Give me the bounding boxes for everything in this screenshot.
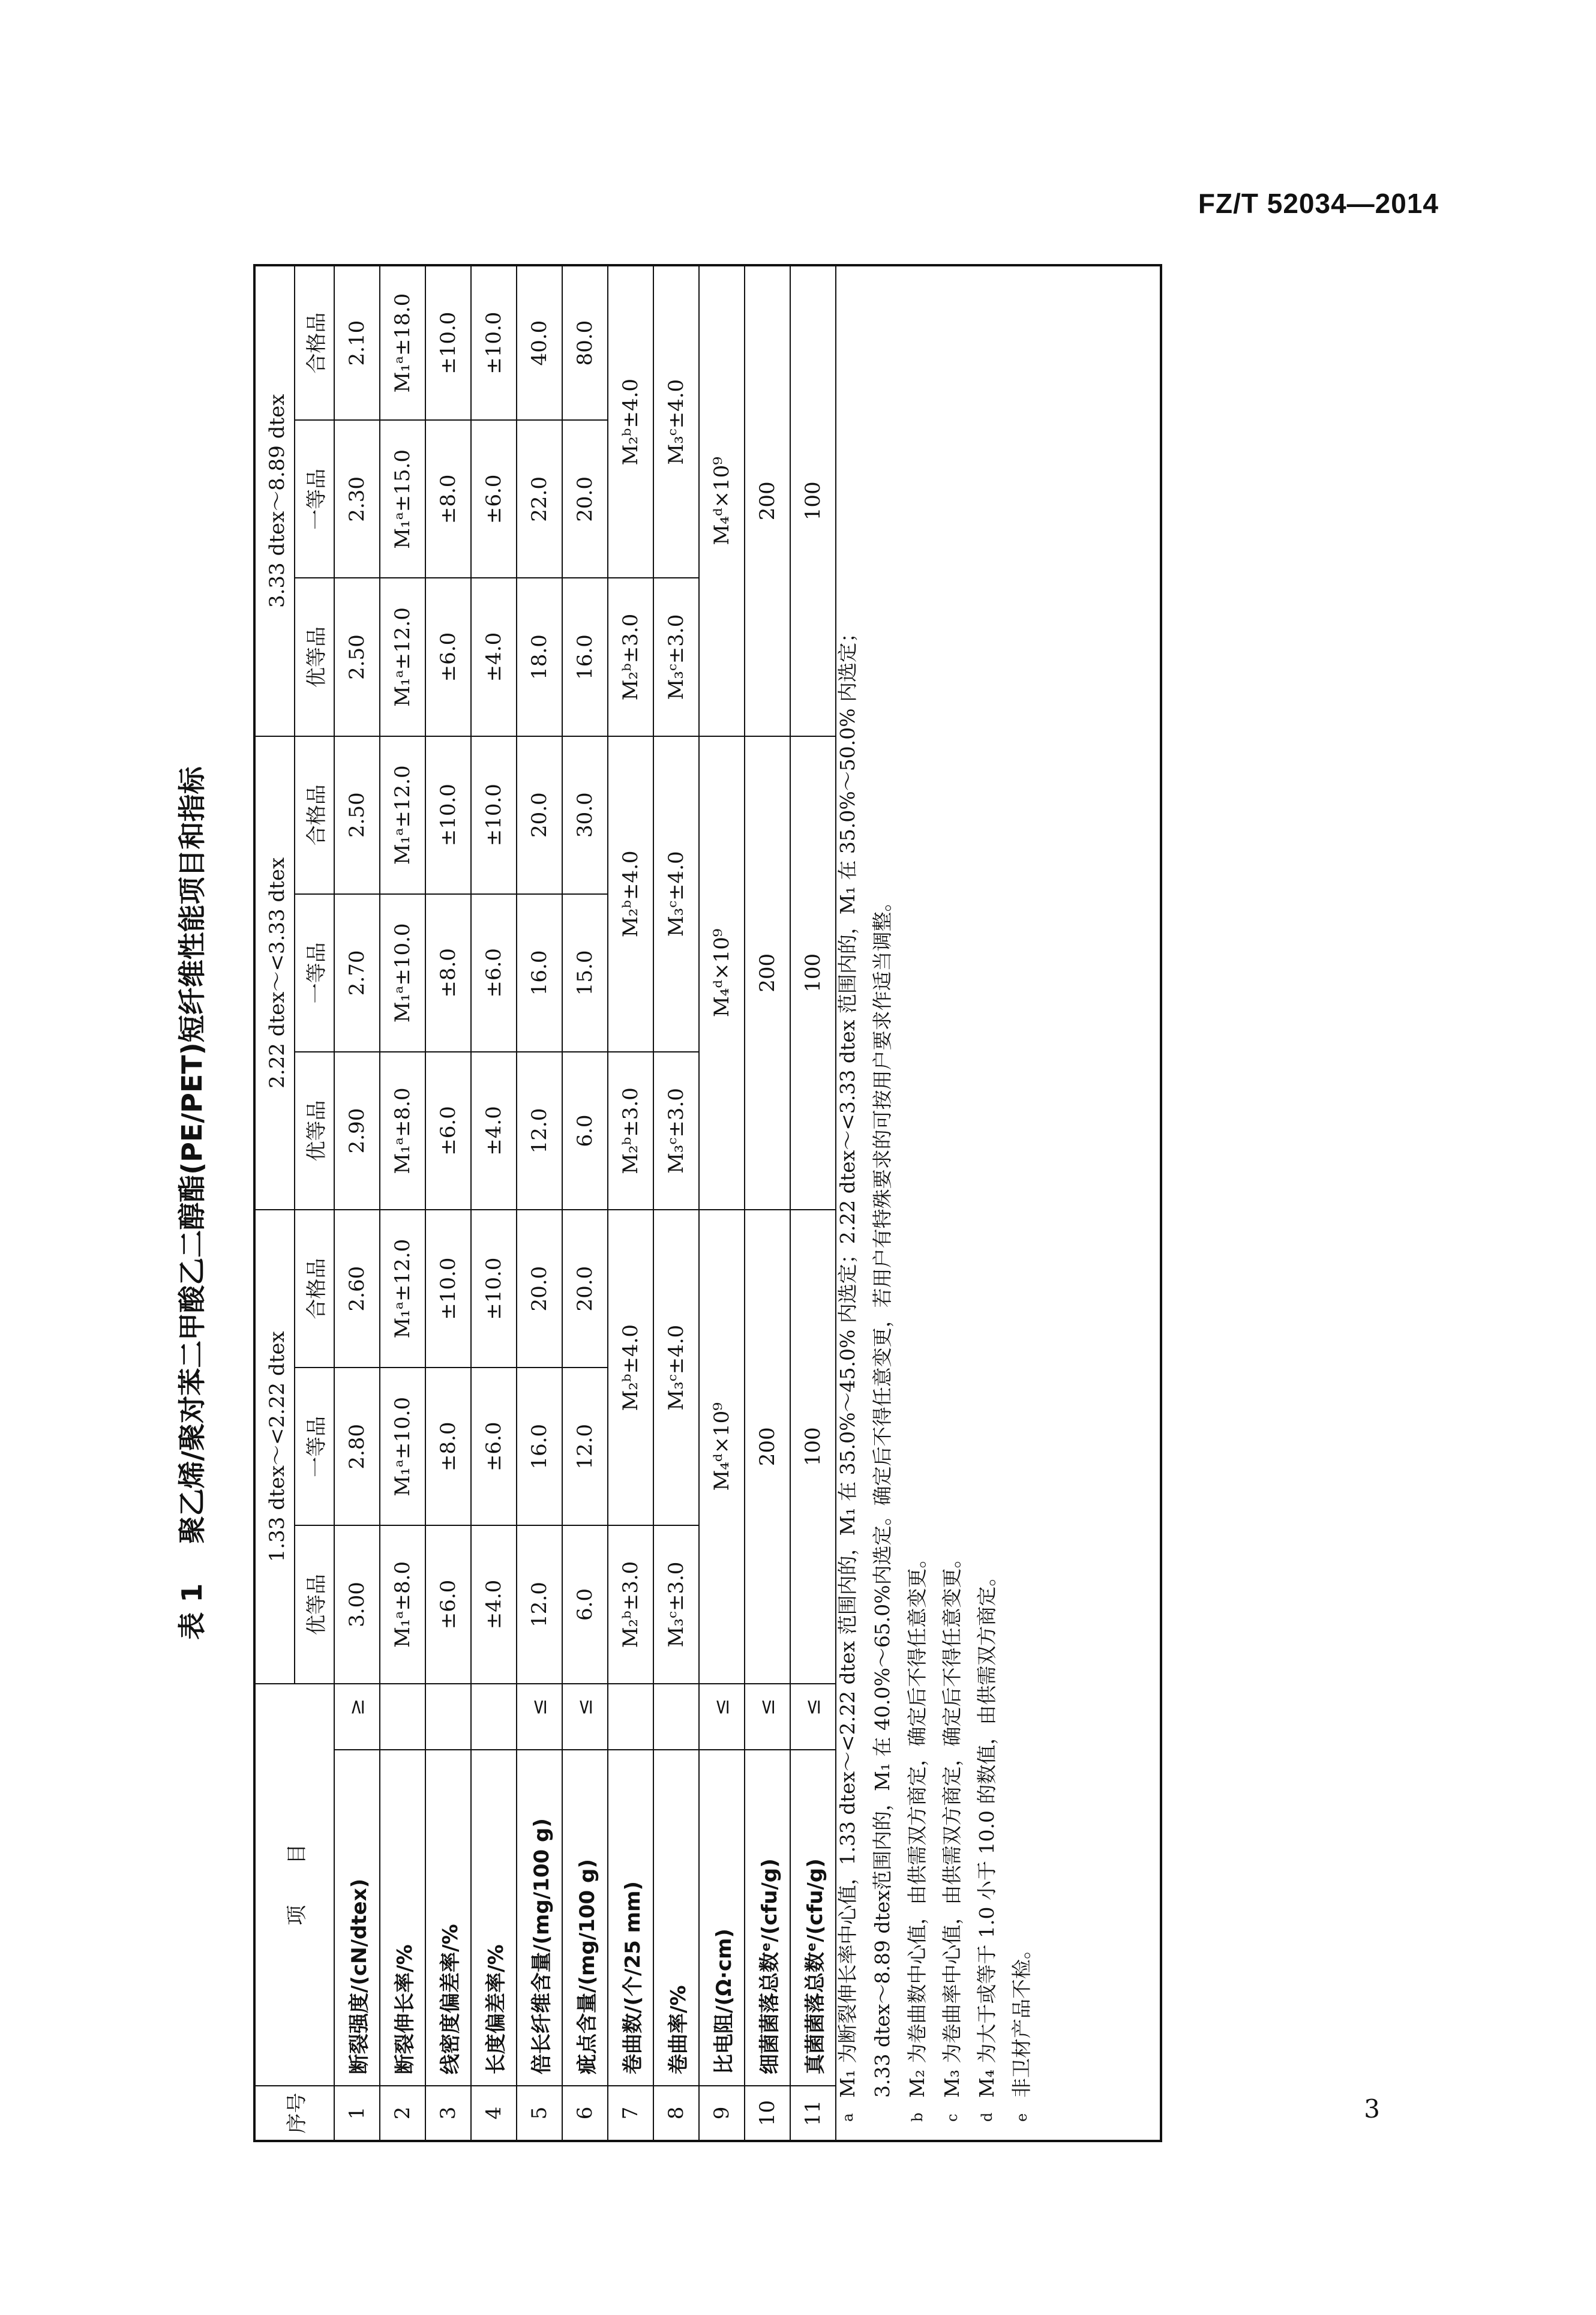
cell: 2.50 [334,736,380,894]
header-grade: 合格品 [295,736,334,894]
header-grade: 优等品 [295,1052,334,1210]
cell: 2.10 [334,266,380,420]
cell: 2.50 [334,578,380,736]
cell: 22.0 [517,420,562,578]
cell: ±6.0 [471,420,517,578]
note-mark: b [909,2112,926,2122]
cell: ±6.0 [425,1052,471,1210]
row-item: 长度偏差率/% [471,1750,517,2086]
cell: M₁ᵃ±8.0 [380,1525,425,1683]
header-seq: 序号 [256,2086,334,2140]
header-group-3: 3.33 dtex～8.89 dtex [256,266,295,736]
row-seq: 6 [562,2086,608,2140]
row-relation: ≤ [562,1684,608,1750]
row-seq: 3 [425,2086,471,2140]
row-item: 卷曲率/% [653,1750,699,2086]
cell: M₄ᵈ×10⁹ [699,266,745,736]
row-relation: ≥ [334,1684,380,1750]
table-title: 聚乙烯/聚对苯二甲酸乙二醇酯(PE/PET)短纤维性能项目和指标 [176,766,208,1544]
table-row [471,266,517,2140]
standard-code: FZ/T 52034—2014 [1198,188,1439,219]
cell: 40.0 [517,266,562,420]
cell: ±8.0 [425,420,471,578]
cell: 200 [745,736,790,1210]
row-relation [653,1684,699,1750]
row-item: 细菌菌落总数ᵉ/(cfu/g) [745,1750,790,2086]
cell: ±6.0 [471,1368,517,1525]
table-row [425,266,471,2140]
header-item: 项 目 [256,1684,334,2086]
note-mark [865,2098,900,2122]
cell: M₂ᵇ±3.0 [608,1525,653,1683]
table-row [608,266,653,2140]
cell: 6.0 [562,1525,608,1683]
cell: M₁ᵃ±8.0 [380,1052,425,1210]
header-grade: 一等品 [295,420,334,578]
cell: ±10.0 [471,1210,517,1368]
header-grade: 优等品 [295,578,334,736]
row-item: 卷曲数/(个/25 mm) [608,1750,653,2086]
row-item: 线密度偏差率/% [425,1750,471,2086]
header-group-2: 2.22 dtex～<3.33 dtex [256,736,295,1210]
cell: 80.0 [562,266,608,420]
table-caption [162,264,222,2142]
cell: ±6.0 [471,894,517,1052]
cell: 3.00 [334,1525,380,1683]
cell: M₁ᵃ±10.0 [380,894,425,1052]
cell: M₃ᶜ±3.0 [653,1052,699,1210]
cell: 2.60 [334,1210,380,1368]
note-mark: e [1013,2113,1030,2122]
cell: 30.0 [562,736,608,894]
cell: M₁ᵃ±15.0 [380,420,425,578]
row-item: 断裂伸长率/% [380,1750,425,2086]
row-seq: 4 [471,2086,517,2140]
cell: 16.0 [562,578,608,736]
cell: M₂ᵇ±3.0 [608,578,653,736]
row-item: 真菌菌落总数ᵉ/(cfu/g) [790,1750,836,2086]
cell: M₃ᶜ±4.0 [653,266,699,578]
cell: 6.0 [562,1052,608,1210]
cell: 20.0 [562,1210,608,1368]
note-text: 3.33 dtex～8.89 dtex范围内的，M₁ 在 40.0%～65.0%内选定。确定后不得任意变更，若用户有特殊要求的可按用户要求作适当调整。 [871,892,894,2098]
cell: 20.0 [517,736,562,894]
page-number: 3 [1364,2094,1380,2124]
table-row [334,266,380,2140]
cell: 200 [745,1210,790,1683]
row-seq: 7 [608,2086,653,2140]
cell: ±10.0 [425,266,471,420]
cell: ±4.0 [471,1525,517,1683]
cell: ±10.0 [425,1210,471,1368]
cell: 12.0 [562,1368,608,1525]
cell: M₃ᶜ±3.0 [653,578,699,736]
cell: 15.0 [562,894,608,1052]
row-seq: 2 [380,2086,425,2140]
cell: 12.0 [517,1525,562,1683]
cell: ±6.0 [425,1525,471,1683]
note [970,284,1004,2122]
row-item: 断裂强度/(cN/dtex) [334,1750,380,2086]
row-relation: ≤ [790,1684,836,1750]
cell: 2.30 [334,420,380,578]
header-grade: 合格品 [295,266,334,420]
cell: ±8.0 [425,1368,471,1525]
cell: ±10.0 [471,736,517,894]
cell: ±10.0 [425,736,471,894]
table-row [380,266,425,2140]
note-text: 非卫材产品不检。 [1010,1939,1033,2098]
table-notes [820,266,1050,2140]
note [900,284,935,2122]
note [830,284,865,2122]
cell: 2.70 [334,894,380,1052]
cell: ±4.0 [471,578,517,736]
cell: M₁ᵃ±12.0 [380,1210,425,1368]
row-relation [425,1684,471,1750]
row-seq: 10 [745,2086,790,2140]
row-relation [471,1684,517,1750]
row-seq: 11 [790,2086,836,2140]
note-mark: c [944,2113,961,2122]
row-relation: ≤ [745,1684,790,1750]
table-frame [253,264,1162,2142]
cell: M₁ᵃ±12.0 [380,736,425,894]
row-item: 比电阻/(Ω·cm) [699,1750,745,2086]
header-grade: 优等品 [295,1525,334,1683]
header-grade: 合格品 [295,1210,334,1368]
cell: 16.0 [517,894,562,1052]
cell: 100 [790,266,836,736]
header-group-1: 1.33 dtex～<2.22 dtex [256,1210,295,1683]
cell: 200 [745,266,790,736]
table-number: 表 1 [176,1583,208,1640]
cell: M₃ᶜ±4.0 [653,736,699,1052]
note-mark: a [839,2113,856,2122]
cell: M₄ᵈ×10⁹ [699,1210,745,1683]
row-relation [380,1684,425,1750]
cell: M₁ᵃ±18.0 [380,266,425,420]
cell: M₃ᶜ±4.0 [653,1210,699,1525]
table-row [517,266,562,2140]
table-row [562,266,608,2140]
note-text: M₂ 为卷曲数中心值，由供需双方商定，确定后不得任意变更。 [905,1548,929,2098]
cell: M₁ᵃ±12.0 [380,578,425,736]
cell: M₂ᵇ±3.0 [608,1052,653,1210]
cell: 12.0 [517,1052,562,1210]
note-text: M₁ 为断裂伸长率中心值，1.33 dtex～<2.22 dtex 范围内的，M₁ 在 35.0%～45.0% 内选定；2.22 dtex～<3.33 dtex 范围内的，M₁ 在 35.0%～50.0% 内选定； [836,622,859,2098]
row-relation: ≤ [699,1684,745,1750]
note-text: M₃ 为卷曲率中心值，由供需双方商定，确定后不得任意变更。 [940,1548,964,2098]
table-row [745,266,790,2140]
row-seq: 8 [653,2086,699,2140]
row-item: 疵点含量/(mg/100 g) [562,1750,608,2086]
cell: M₂ᵇ±4.0 [608,266,653,578]
note [1004,284,1039,2122]
note [935,284,970,2122]
cell: 20.0 [562,420,608,578]
row-seq: 5 [517,2086,562,2140]
cell: ±8.0 [425,894,471,1052]
cell: 18.0 [517,578,562,736]
header-grade: 一等品 [295,1368,334,1525]
row-relation: ≤ [517,1684,562,1750]
row-relation [608,1684,653,1750]
cell: M₃ᶜ±3.0 [653,1525,699,1683]
cell: M₂ᵇ±4.0 [608,736,653,1052]
cell: 2.80 [334,1368,380,1525]
row-seq: 1 [334,2086,380,2140]
rotated-table-block [162,264,1170,2142]
spec-table [256,266,836,2140]
cell: 16.0 [517,1368,562,1525]
header-grade: 一等品 [295,894,334,1052]
note [865,284,900,2122]
row-item: 倍长纤维含量/(mg/100 g) [517,1750,562,2086]
table-row [653,266,699,2140]
cell: M₄ᵈ×10⁹ [699,736,745,1210]
cell: 2.90 [334,1052,380,1210]
cell: M₂ᵇ±4.0 [608,1210,653,1525]
cell: 20.0 [517,1210,562,1368]
cell: ±6.0 [425,578,471,736]
cell: 100 [790,736,836,1210]
row-seq: 9 [699,2086,745,2140]
note-mark: d [979,2112,995,2122]
cell: ±10.0 [471,266,517,420]
cell: ±4.0 [471,1052,517,1210]
table-row [699,266,745,2140]
cell: 100 [790,1210,836,1683]
cell: M₁ᵃ±10.0 [380,1368,425,1525]
note-text: M₄ 为大于或等于 1.0 小于 10.0 的数值，由供需双方商定。 [975,1566,998,2098]
